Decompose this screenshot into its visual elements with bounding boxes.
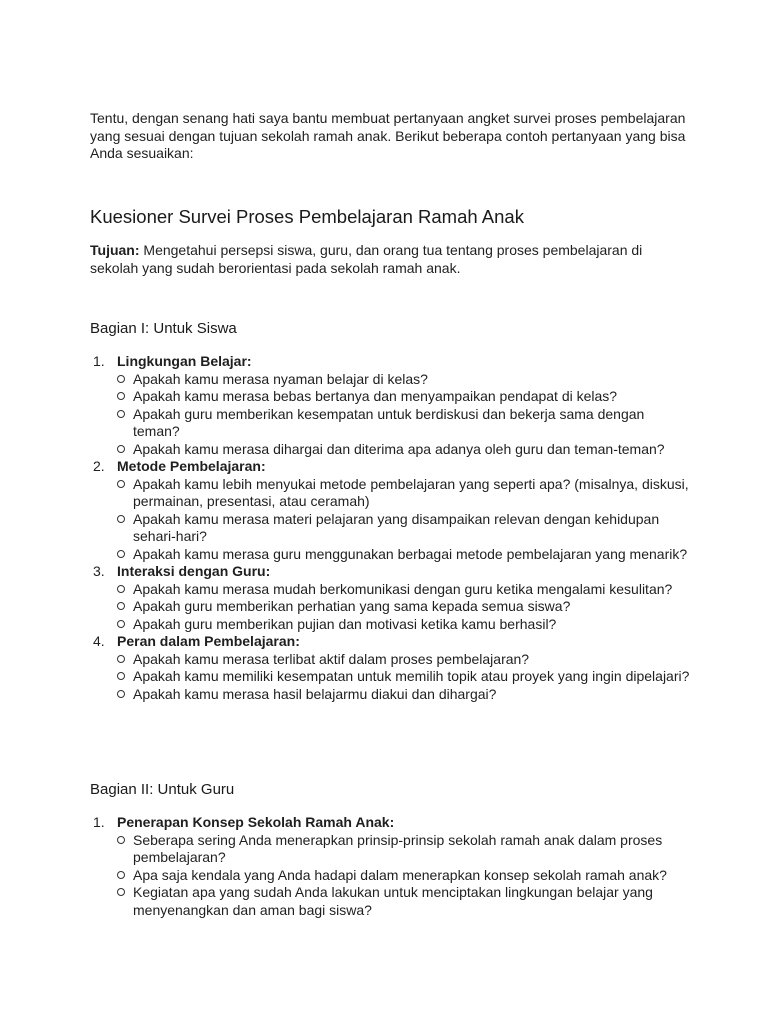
question-text: Apakah guru memberikan perhatian yang sama kepada semua siswa? <box>133 598 571 614</box>
circle-bullet-icon <box>117 410 125 418</box>
section-title-siswa: Bagian I: Untuk Siswa <box>90 320 237 337</box>
question-text: Apakah kamu lebih menyukai metode pembelajaran yang seperti apa? (misalnya, diskusi, permainan, presentasi, atau ceramah) <box>133 475 689 509</box>
circle-bullet-icon <box>117 672 125 680</box>
circle-bullet-icon <box>117 836 125 844</box>
question-list-guru <box>90 814 690 919</box>
item-number: 1. <box>93 814 105 830</box>
circle-bullet-icon <box>117 375 125 383</box>
circle-bullet-icon <box>117 620 125 628</box>
circle-bullet-icon <box>117 871 125 879</box>
category-title: Penerapan Konsep Sekolah Ramah Anak: <box>117 814 395 830</box>
question-item <box>117 581 690 599</box>
question-item <box>117 406 690 441</box>
question-item <box>117 867 690 885</box>
question-text: Apakah kamu merasa guru menggunakan berbagai metode pembelajaran yang menarik? <box>133 545 688 562</box>
item-number: 4. <box>93 633 105 649</box>
question-text: Apakah guru memberikan kesempatan untuk berdiskusi dan bekerja sama dengan teman? <box>133 405 645 439</box>
question-text: Apakah kamu merasa nyaman belajar di kelas? <box>133 370 428 387</box>
circle-bullet-icon <box>117 392 125 400</box>
purpose-label: Tujuan: <box>90 242 140 258</box>
circle-bullet-icon <box>117 602 125 610</box>
item-number: 1. <box>93 353 105 369</box>
question-item <box>117 388 690 406</box>
question-text: Apa saja kendala yang Anda hadapi dalam menerapkan konsep sekolah ramah anak? <box>133 866 667 883</box>
sub-question-list <box>117 832 690 920</box>
question-item <box>117 668 690 686</box>
sub-question-list <box>117 651 690 704</box>
question-item <box>117 441 690 459</box>
purpose-paragraph <box>90 242 690 277</box>
list-item <box>90 458 690 563</box>
question-item <box>117 884 690 919</box>
item-number: 3. <box>93 563 105 579</box>
sub-question-list <box>117 476 690 564</box>
circle-bullet-icon <box>117 550 125 558</box>
question-item <box>117 616 690 634</box>
question-item <box>117 832 690 867</box>
question-text: Apakah kamu merasa hasil belajarmu diakui dan dihargai? <box>133 685 497 702</box>
circle-bullet-icon <box>117 888 125 896</box>
question-item <box>117 511 690 546</box>
question-text: Apakah kamu merasa terlibat aktif dalam proses pembelajaran? <box>133 650 530 667</box>
item-number: 2. <box>93 458 105 474</box>
question-item <box>117 371 690 389</box>
question-item <box>117 686 690 704</box>
question-text: Apakah kamu merasa dihargai dan diterima apa adanya oleh guru dan teman-teman? <box>133 440 665 457</box>
question-item <box>117 476 690 511</box>
list-item <box>90 633 690 703</box>
question-text: Apakah guru memberikan pujian dan motivasi ketika kamu berhasil? <box>133 615 557 632</box>
list-item <box>90 563 690 633</box>
circle-bullet-icon <box>117 655 125 663</box>
category-title: Peran dalam Pembelajaran: <box>117 633 300 649</box>
sub-question-list <box>117 581 690 634</box>
question-item <box>117 598 690 616</box>
question-text: Apakah kamu merasa materi pelajaran yang disampaikan relevan dengan kehidupan sehari-hari? <box>133 510 660 544</box>
purpose-text: Mengetahui persepsi siswa, guru, dan orang tua tentang proses pembelajaran di sekolah yang sudah berorientasi pada sekolah ramah anak. <box>90 242 643 276</box>
question-list-siswa <box>90 353 690 703</box>
circle-bullet-icon <box>117 480 125 488</box>
question-text: Seberapa sering Anda menerapkan prinsip-prinsip sekolah ramah anak dalam proses pembelajaran? <box>133 831 663 865</box>
section-title-guru: Bagian II: Untuk Guru <box>90 781 235 798</box>
circle-bullet-icon <box>117 585 125 593</box>
circle-bullet-icon <box>117 445 125 453</box>
circle-bullet-icon <box>117 690 125 698</box>
category-title: Interaksi dengan Guru: <box>117 563 271 579</box>
question-item <box>117 651 690 669</box>
question-text: Apakah kamu memiliki kesempatan untuk memilih topik atau proyek yang ingin dipelajari? <box>133 668 690 684</box>
question-text: Apakah kamu merasa mudah berkomunikasi dengan guru ketika mengalami kesulitan? <box>133 580 673 597</box>
intro-paragraph: Tentu, dengan senang hati saya bantu membuat pertanyaan angket survei proses pembelajaran yang sesuai dengan tujuan sekolah ramah anak. Berikut beberapa contoh pertanyaan yang bisa Anda sesuaikan: <box>90 110 686 161</box>
circle-bullet-icon <box>117 515 125 523</box>
category-title: Metode Pembelajaran: <box>117 458 266 474</box>
question-text: Kegiatan apa yang sudah Anda lakukan untuk menciptakan lingkungan belajar yang menyenangkan dan aman bagi siswa? <box>133 884 653 918</box>
list-item <box>90 814 690 919</box>
question-text: Apakah kamu merasa bebas bertanya dan menyampaikan pendapat di kelas? <box>133 388 618 404</box>
sub-question-list <box>117 371 690 459</box>
category-title: Lingkungan Belajar: <box>117 353 252 369</box>
question-item <box>117 546 690 564</box>
document-title: Kuesioner Survei Proses Pembelajaran Ramah Anak <box>90 206 524 227</box>
list-item <box>90 353 690 458</box>
